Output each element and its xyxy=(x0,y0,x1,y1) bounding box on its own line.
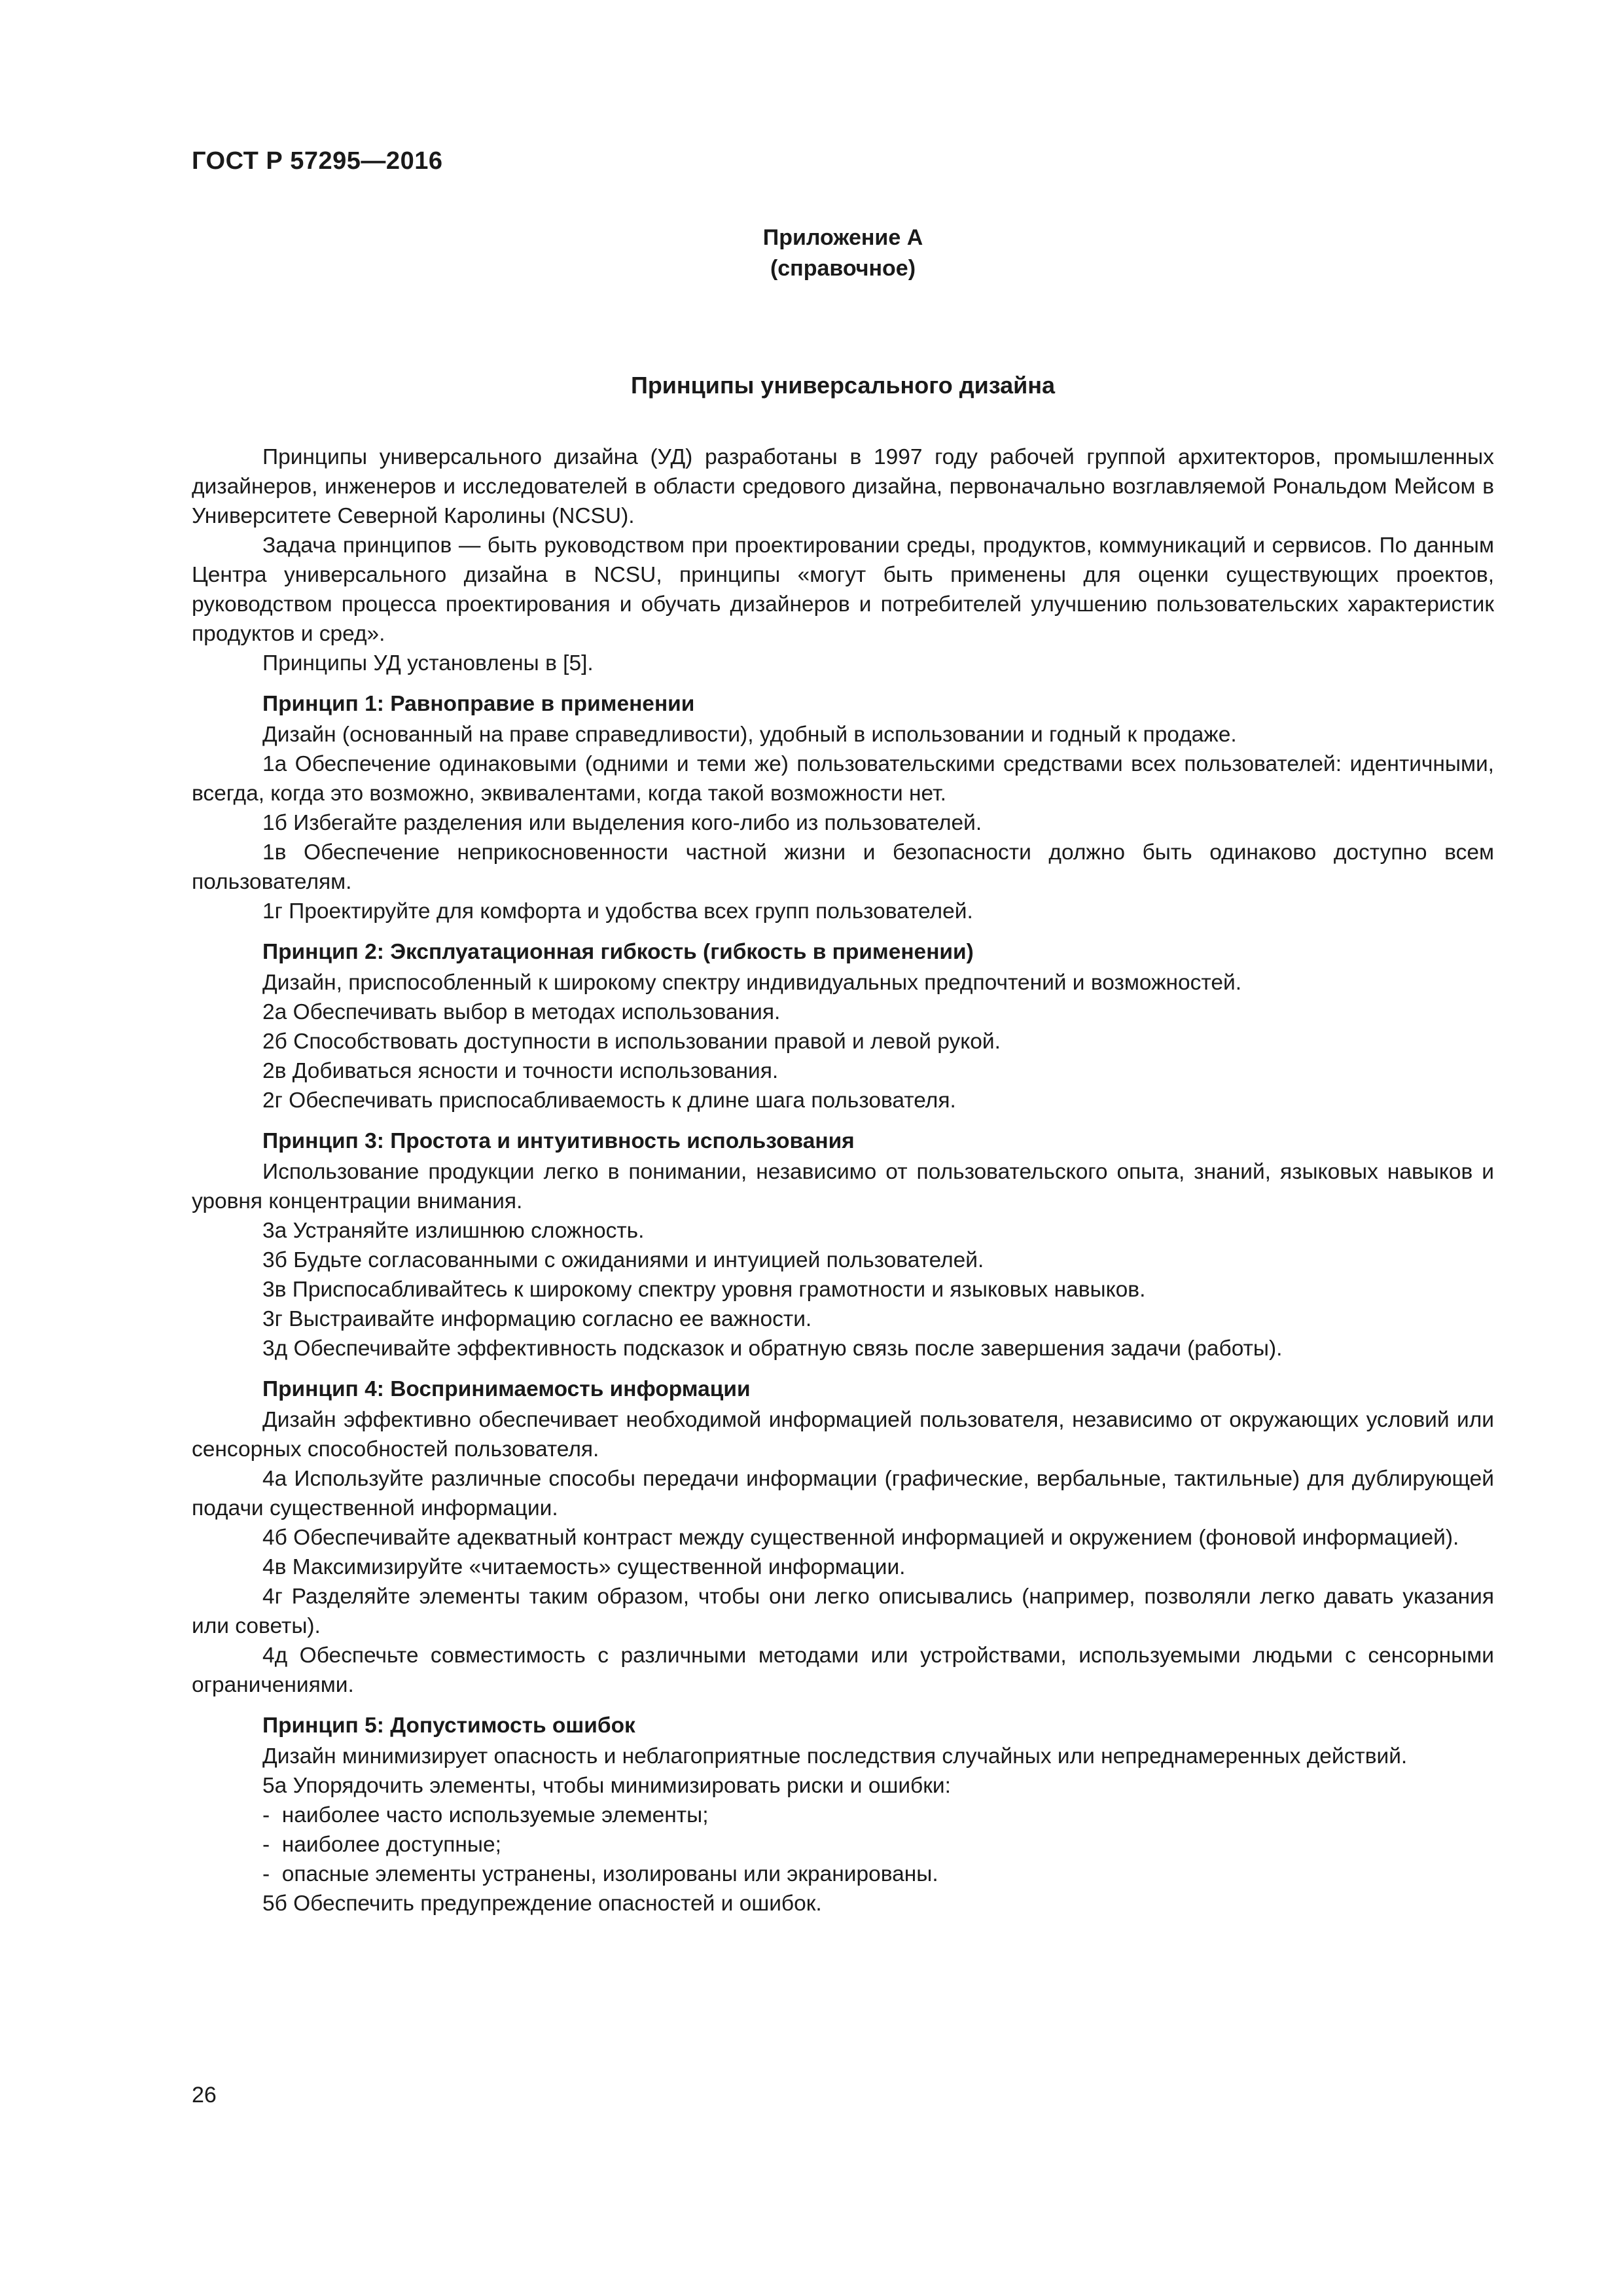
section-title: Принципы универсального дизайна xyxy=(630,372,1056,399)
principle-item: 5б Обеспечить предупреждение опасностей и ошибок. xyxy=(262,1892,822,1916)
principle-item: 1в Обеспечение неприкосновенности частной жизни и безопасности должно быть одинаково доступно всем пользователям. xyxy=(192,840,1494,894)
principle-item: Использование продукции легко в понимании, независимо от пользовательского опыта, знаний, языковых навыков и уровня концентрации внимания. xyxy=(192,1160,1494,1213)
principle-heading: Принцип 3: Простота и интуитивность использования xyxy=(262,1129,855,1153)
principle-item: 3а Устраняйте излишнюю сложность. xyxy=(262,1219,645,1243)
principle-item: 2г Обеспечивать приспосабливаемость к длине шага пользователя. xyxy=(262,1088,956,1113)
standard-id: ГОСТ Р 57295—2016 xyxy=(192,147,443,175)
principle-heading: Принцип 4: Воспринимаемость информации xyxy=(262,1377,751,1401)
page-number: 26 xyxy=(192,2083,217,2108)
principle-item: 5а Упорядочить элементы, чтобы минимизировать риски и ошибки: xyxy=(262,1774,951,1798)
principle-item: 3в Приспосабливайтесь к широкому спектру уровня грамотности и языковых навыков. xyxy=(262,1278,1146,1302)
intro-paragraph: Задача принципов — быть руководством при проектировании среды, продуктов, коммуникаций и сервисов. По данным Центра универсального дизайна в NCSU, принципы «могут быть применены для оценки существующих проектов, руководством процесса проектирования и обучать дизайнеров и потребителей улучшению пользовательских характеристик продуктов и сред». xyxy=(192,533,1494,646)
principle-heading: Принцип 1: Равноправие в применении xyxy=(262,692,695,716)
principle-item: 4д Обеспечьте совместимость с различными методами или устройствами, используемыми людьми с сенсорными ограничениями. xyxy=(192,1643,1494,1697)
principle-item: 4б Обеспечивайте адекватный контраст между существенной информацией и окружением (фоновой информацией). xyxy=(262,1526,1459,1550)
principle-item: 3д Обеспечивайте эффективность подсказок и обратную связь после завершения задачи (работы). xyxy=(262,1336,1283,1361)
principle-item: 4а Используйте различные способы передачи информации (графические, вербальные, тактильные) для дублирующей подачи существенной информации. xyxy=(192,1467,1494,1520)
list-item: - наиболее часто используемые элементы; xyxy=(192,1801,1494,1830)
appendix-heading xyxy=(192,223,1494,284)
appendix-label: Приложение А xyxy=(762,225,923,250)
intro-paragraph: Принципы УД установлены в [5]. xyxy=(262,651,594,675)
intro-paragraph: Принципы универсального дизайна (УД) разработаны в 1997 году рабочей группой архитекторов, промышленных дизайнеров, инженеров и исследователей в области средового дизайна, первоначально возглавляемой Рональдом Мейсом в Университете Северной Каролины (NCSU). xyxy=(192,445,1494,528)
principle-heading: Принцип 5: Допустимость ошибок xyxy=(262,1713,635,1738)
principle-item: Дизайн эффективно обеспечивает необходимой информацией пользователя, независимо от окружающих условий или сенсорных способностей пользователя. xyxy=(192,1408,1494,1462)
principle-item: 1б Избегайте разделения или выделения кого-либо из пользователей. xyxy=(262,811,982,835)
principle-item: 1г Проектируйте для комфорта и удобства всех групп пользователей. xyxy=(262,899,973,924)
principle-item: Дизайн, приспособленный к широкому спектру индивидуальных предпочтений и возможностей. xyxy=(262,971,1242,995)
list-item: - наиболее доступные; xyxy=(192,1830,1494,1859)
principle-item: 1а Обеспечение одинаковыми (одними и теми же) пользовательскими средствами всех пользователей: идентичными, всегда, когда это возможно, эквивалентами, когда такой возможности нет. xyxy=(192,752,1494,806)
principle-heading: Принцип 2: Эксплуатационная гибкость (гибкость в применении) xyxy=(262,940,974,964)
principle-item: Дизайн минимизирует опасность и неблагоприятные последствия случайных или непреднамеренных действий. xyxy=(262,1744,1408,1768)
principle-item: 3г Выстраивайте информацию согласно ее важности. xyxy=(262,1307,812,1331)
document-body xyxy=(192,442,1494,1918)
principle-item: 2а Обеспечивать выбор в методах использования. xyxy=(262,1000,781,1024)
principle-item: 4г Разделяйте элементы таким образом, чтобы они легко описывались (например, позволяли легко давать указания или советы). xyxy=(192,1585,1494,1638)
principle-item: 4в Максимизируйте «читаемость» существенной информации. xyxy=(262,1555,906,1579)
principle-item: 2в Добиваться ясности и точности использования. xyxy=(262,1059,779,1083)
list-item: - опасные элементы устранены, изолированы или экранированы. xyxy=(192,1859,1494,1889)
appendix-type: (справочное) xyxy=(770,256,916,281)
principle-item: Дизайн (основанный на праве справедливости), удобный в использовании и годный к продаже. xyxy=(262,723,1237,747)
principle-item: 2б Способствовать доступности в использовании правой и левой рукой. xyxy=(262,1030,1001,1054)
principle-item: 3б Будьте согласованными с ожиданиями и интуицией пользователей. xyxy=(262,1248,984,1272)
